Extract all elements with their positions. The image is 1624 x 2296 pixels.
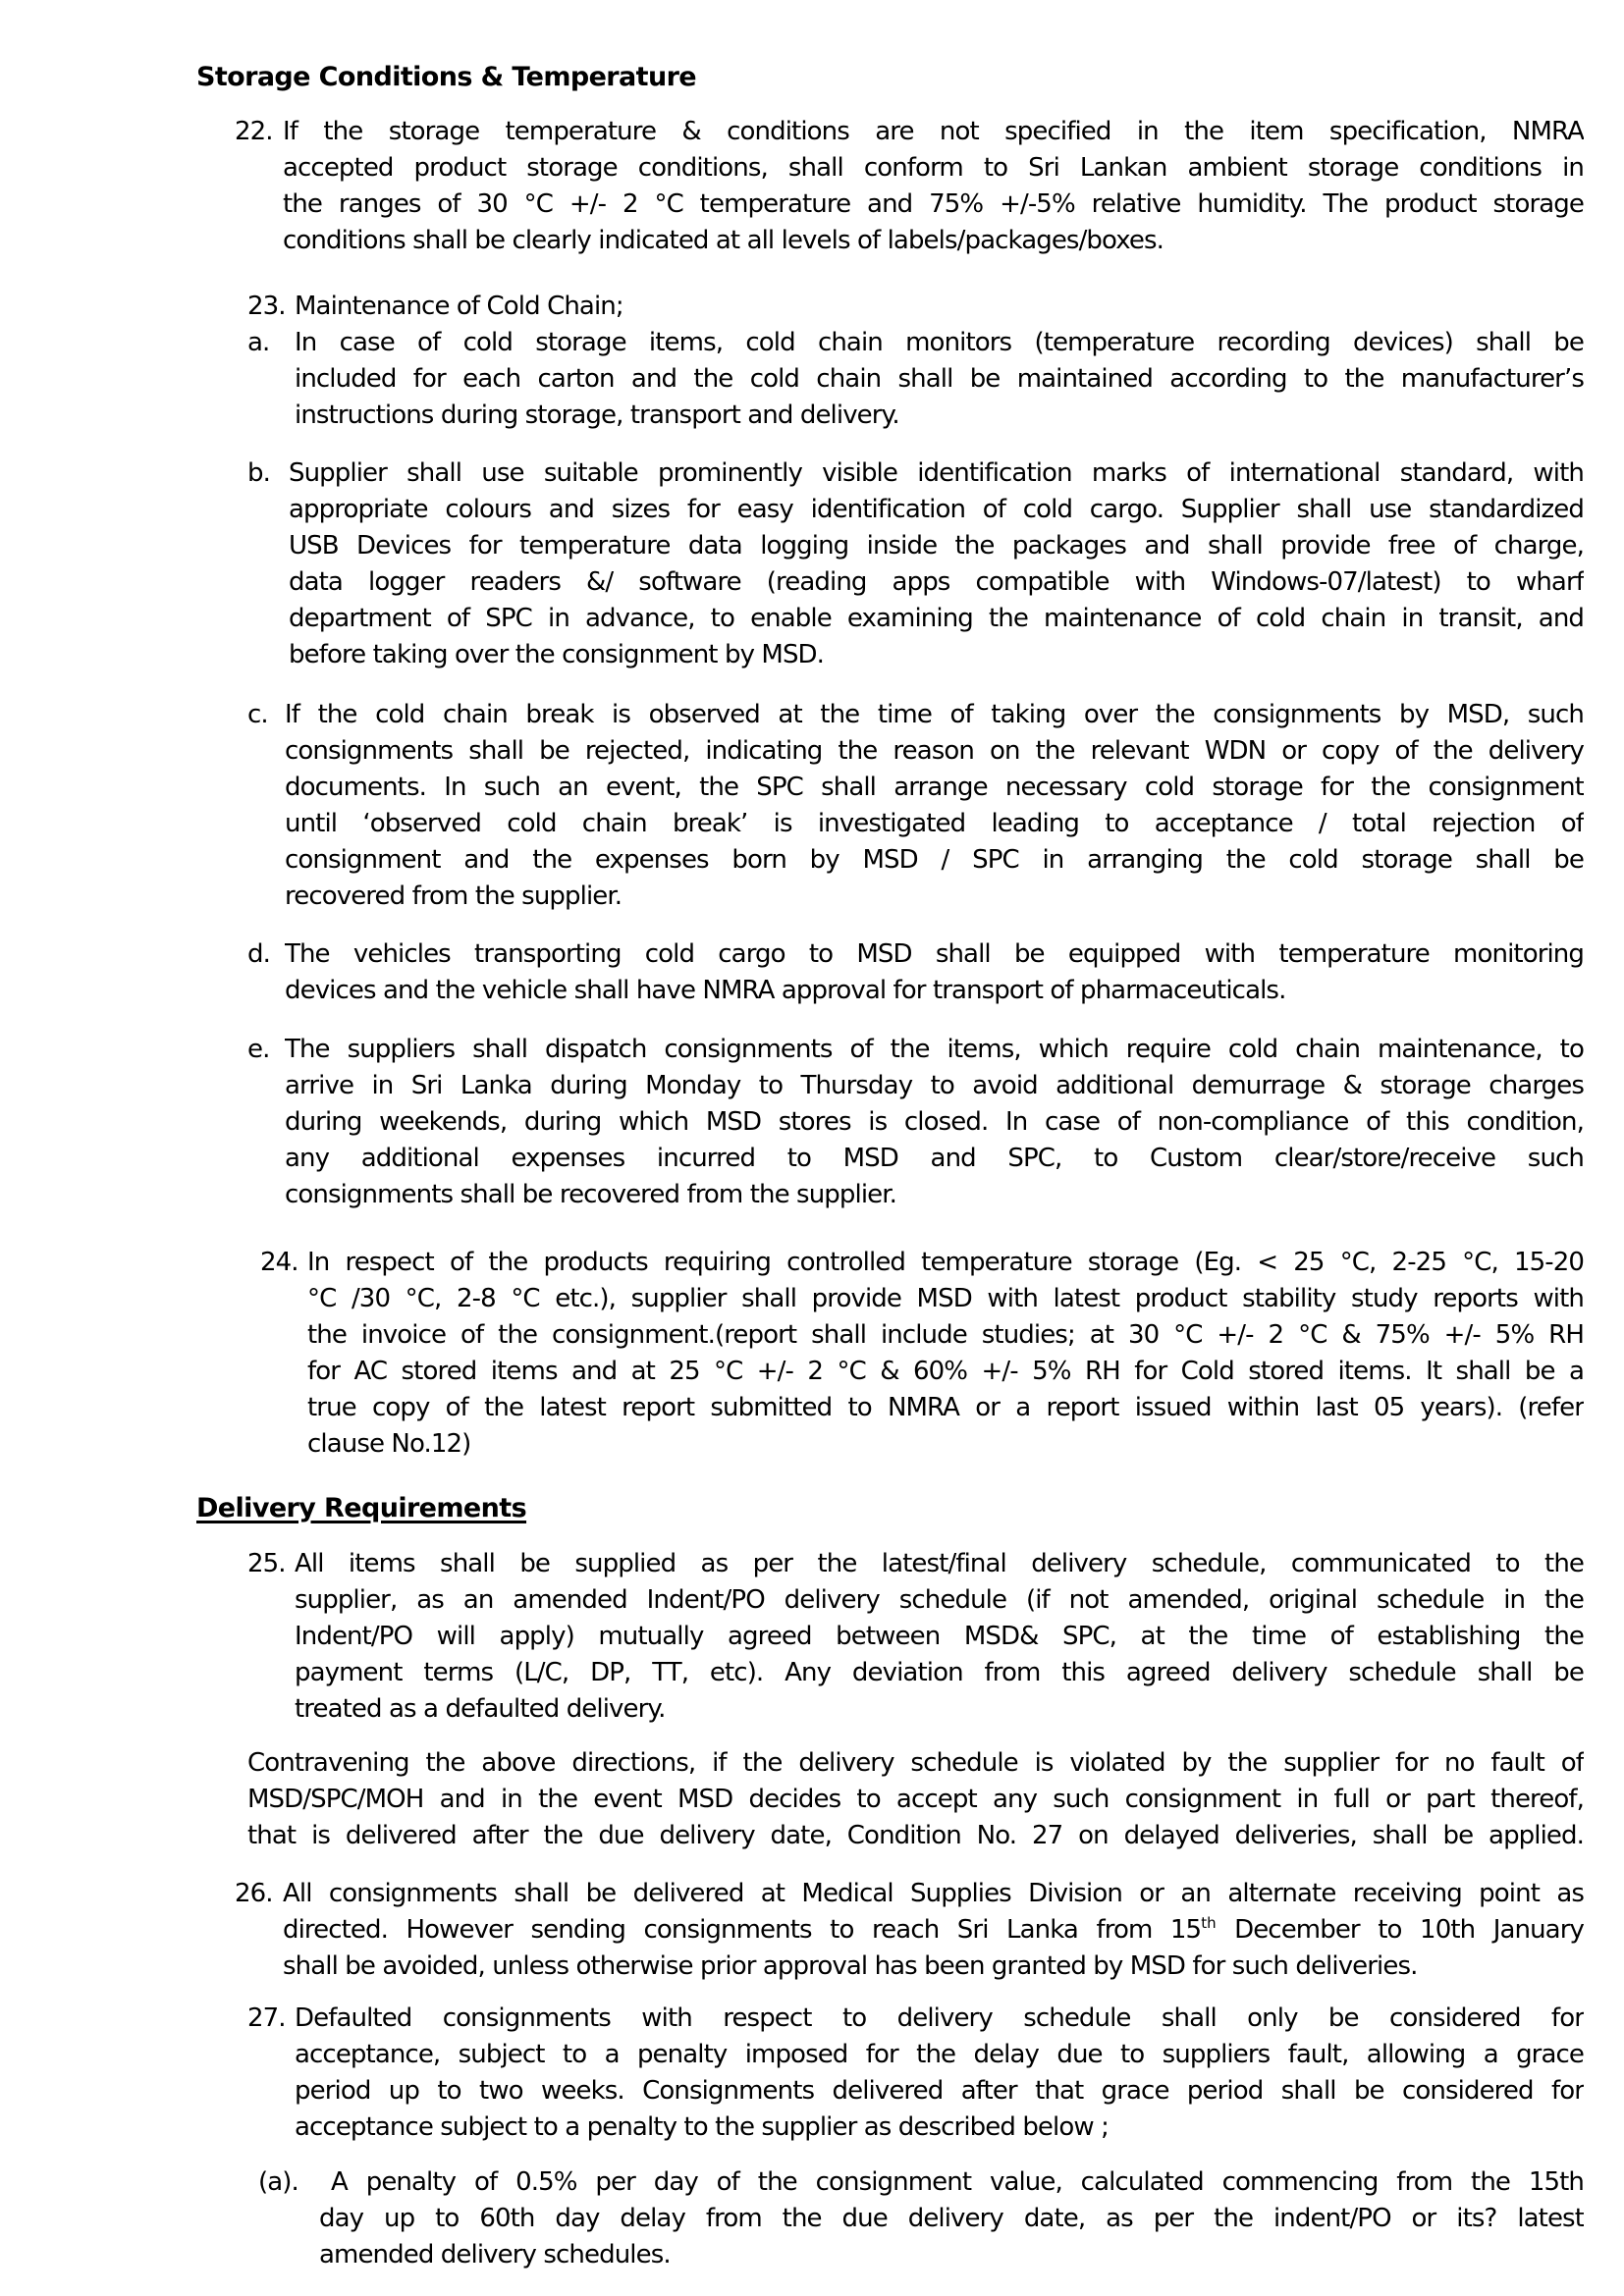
- text-line: supplier, as an amended Indent/PO delivery schedule (if not amended, original schedule in the: [295, 1585, 1584, 1615]
- text-line: any additional expenses incurred to MSD and SPC, to Custom clear/store/receive such: [285, 1144, 1584, 1173]
- clause-text: [319, 2164, 1584, 2273]
- text-line: period up to two weeks. Consignments delivered after that grace period shall be considered for: [295, 2076, 1584, 2106]
- text-line: payment terms (L/C, DP, TT, etc). Any deviation from this agreed delivery schedule shall be: [295, 1658, 1584, 1687]
- text-line: day up to 60th day delay from the due delivery date, as per the indent/PO or its? latest: [319, 2204, 1584, 2233]
- text-line: instructions during storage, transport and delivery.: [295, 400, 899, 430]
- section-heading-delivery: Delivery Requirements: [196, 1493, 527, 1523]
- text-line: the ranges of 30 °C +/- 2 °C temperature and 75% +/-5% relative humidity. The product storage: [283, 189, 1584, 219]
- text-line: true copy of the latest report submitted to NMRA or a report issued within last 05 years). (refer: [307, 1393, 1584, 1422]
- text-line: shall be avoided, unless otherwise prior approval has been granted by MSD for such deliveries.: [283, 1951, 1418, 1981]
- sub-clause-marker: (a).: [258, 2167, 298, 2197]
- text-line: until ‘observed cold chain break’ is investigated leading to acceptance / total rejection of: [285, 809, 1584, 838]
- clause-number: 25.: [247, 1549, 286, 1578]
- sub-clause-marker: d.: [247, 939, 270, 969]
- paragraph-text: [247, 1745, 1584, 1854]
- text-line: If the cold chain break is observed at the time of taking over the consignments by MSD, such: [285, 700, 1584, 729]
- clause-number: 26.: [235, 1879, 273, 1908]
- text-line: arrive in Sri Lanka during Monday to Thursday to avoid additional demurrage & storage charges: [285, 1071, 1584, 1100]
- text-segment: December to 10th January: [1216, 1915, 1584, 1945]
- text-line: In case of cold storage items, cold chain monitors (temperature recording devices) shall be: [295, 328, 1584, 357]
- sub-clause-marker: b.: [247, 458, 270, 488]
- section-heading-storage: Storage Conditions & Temperature: [196, 62, 697, 92]
- text-line: consignments shall be recovered from the supplier.: [285, 1180, 897, 1209]
- text-line: Supplier shall use suitable prominently visible identification marks of international standard, with: [289, 458, 1584, 488]
- superscript: th: [1201, 1914, 1217, 1932]
- text-line: A penalty of 0.5% per day of the consignment value, calculated commencing from the 15th: [331, 2167, 1584, 2197]
- text-line: appropriate colours and sizes for easy identification of cold cargo. Supplier shall use standardized: [289, 495, 1584, 524]
- text-line: [283, 1912, 1584, 1949]
- text-line: devices and the vehicle shall have NMRA approval for transport of pharmaceuticals.: [285, 976, 1286, 1005]
- text-line: Contravening the above directions, if the delivery schedule is violated by the supplier for no fault of: [247, 1748, 1584, 1778]
- text-line: department of SPC in advance, to enable examining the maintenance of cold chain in transit, and: [289, 604, 1584, 633]
- text-segment: directed. However sending consignments to reach Sri Lanka from 15: [283, 1915, 1202, 1945]
- clause-number: 23.: [247, 292, 286, 321]
- text-line: consignment and the expenses born by MSD / SPC in arranging the cold storage shall be: [285, 845, 1584, 875]
- text-line: consignments shall be rejected, indicating the reason on the relevant WDN or copy of the delivery: [285, 736, 1584, 766]
- text-line: amended delivery schedules.: [319, 2240, 671, 2269]
- clause-text: [285, 1032, 1584, 1213]
- sub-clause-marker: e.: [247, 1035, 270, 1064]
- text-line: In respect of the products requiring controlled temperature storage (Eg. < 25 °C, 2-25 °C, 15-20: [307, 1248, 1584, 1277]
- text-line: All items shall be supplied as per the latest/final delivery schedule, communicated to the: [295, 1549, 1584, 1578]
- text-line: MSD/SPC/MOH and in the event MSD decides to accept any such consignment in full or part thereof,: [247, 1785, 1584, 1814]
- clause-number: 22.: [235, 117, 273, 146]
- sub-clause-marker: c.: [247, 700, 268, 729]
- clause-title: Maintenance of Cold Chain;: [295, 292, 623, 321]
- text-line: recovered from the supplier.: [285, 881, 623, 911]
- text-line: Indent/PO will apply) mutually agreed between MSD& SPC, at the time of establishing the: [295, 1622, 1584, 1651]
- text-line: for AC stored items and at 25 °C +/- 2 °C & 60% +/- 5% RH for Cold stored items. It shall be a: [307, 1357, 1584, 1386]
- text-line: All consignments shall be delivered at Medical Supplies Division or an alternate receiving point as: [283, 1879, 1584, 1908]
- text-line: °C /30 °C, 2-8 °C etc.), supplier shall provide MSD with latest product stability study reports with: [307, 1284, 1584, 1313]
- sub-clause-marker: a.: [247, 328, 270, 357]
- text-line: that is delivered after the due delivery date, Condition No. 27 on delayed deliveries, shall be applied.: [247, 1821, 1584, 1850]
- clause-text: [295, 1546, 1584, 1728]
- text-line: USB Devices for temperature data logging inside the packages and shall provide free of charge,: [289, 531, 1584, 561]
- text-line: conditions shall be clearly indicated at all levels of labels/packages/boxes.: [283, 226, 1164, 255]
- text-line: the invoice of the consignment.(report shall include studies; at 30 °C +/- 2 °C & 75% +/- 5% RH: [307, 1320, 1584, 1350]
- text-line: data logger readers &/ software (reading apps compatible with Windows-07/latest) to wharf: [289, 567, 1584, 597]
- text-line: acceptance, subject to a penalty imposed for the delay due to suppliers fault, allowing a grace: [295, 2040, 1584, 2069]
- text-line: included for each carton and the cold chain shall be maintained according to the manufacturer’s: [295, 364, 1584, 394]
- text-line: during weekends, during which MSD stores is closed. In case of non-compliance of this condition,: [285, 1107, 1584, 1137]
- clause-text: [295, 325, 1584, 434]
- text-line: treated as a defaulted delivery.: [295, 1694, 666, 1724]
- clause-text: [295, 2001, 1584, 2146]
- text-line: Defaulted consignments with respect to delivery schedule shall only be considered for: [295, 2003, 1584, 2033]
- clause-text: [283, 1876, 1584, 1985]
- clause-text: [289, 455, 1584, 673]
- text-line: acceptance subject to a penalty to the supplier as described below ;: [295, 2112, 1109, 2142]
- clause-text: [285, 697, 1584, 915]
- clause-text: [285, 936, 1584, 1009]
- text-line: The suppliers shall dispatch consignments of the items, which require cold chain maintenance, to: [285, 1035, 1584, 1064]
- text-line: If the storage temperature & conditions are not specified in the item specification, NMRA: [283, 117, 1584, 146]
- text-line: documents. In such an event, the SPC shall arrange necessary cold storage for the consignment: [285, 773, 1584, 802]
- clause-text: [283, 114, 1584, 259]
- text-line: clause No.12): [307, 1429, 471, 1459]
- clause-number: 27.: [247, 2003, 286, 2033]
- text-line: The vehicles transporting cold cargo to MSD shall be equipped with temperature monitoring: [285, 939, 1584, 969]
- text-line: before taking over the consignment by MSD.: [289, 640, 825, 669]
- clause-number: 24.: [260, 1248, 298, 1277]
- clause-text: [307, 1245, 1584, 1463]
- text-line: accepted product storage conditions, shall conform to Sri Lankan ambient storage conditions in: [283, 153, 1584, 183]
